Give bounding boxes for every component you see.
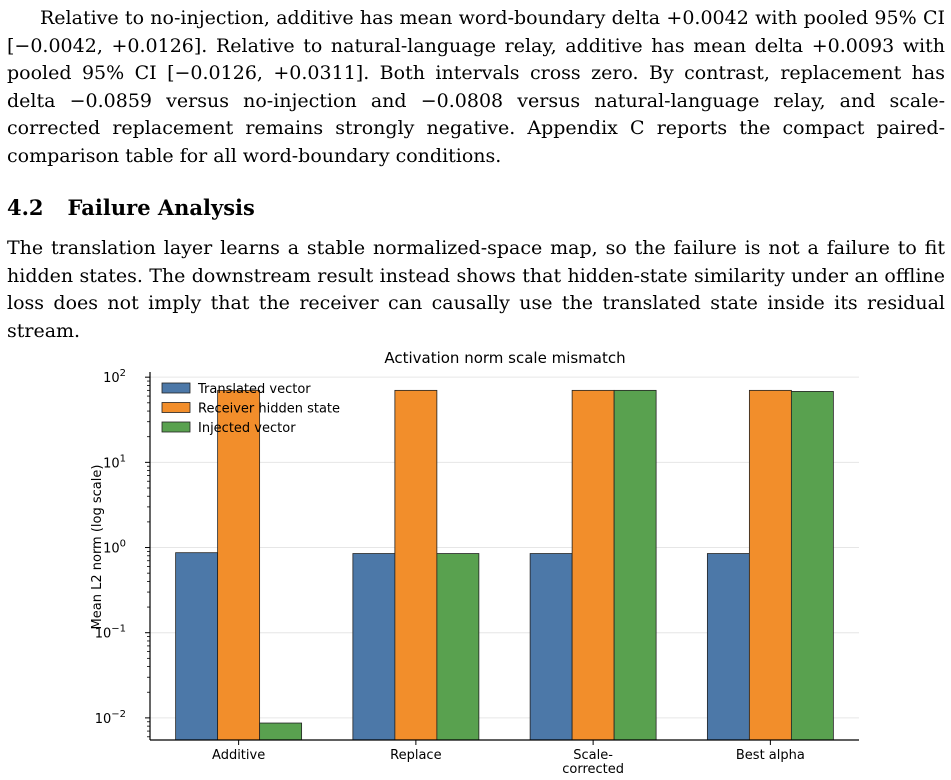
bar-translated-vector [707,554,749,740]
bar-receiver-hidden-state [395,390,437,740]
y-tick-label: $10^1$ [103,453,126,472]
legend-swatch [162,403,190,413]
legend-label: Translated vector [198,382,311,397]
x-tick-label: Replace [390,748,442,763]
bar-injected-vector [791,391,833,740]
bar-injected-vector [437,554,479,740]
y-tick-label: $10^2$ [103,368,126,387]
section-number: 4.2 [7,195,44,220]
bar-translated-vector [530,554,572,740]
bar-receiver-hidden-state [218,390,260,740]
x-tick-label: Best alpha [735,748,805,763]
legend-label: Injected vector [198,421,296,436]
x-tick-label: Additive [212,748,266,763]
y-tick-label: $10^{-2}$ [94,708,126,727]
x-tick-label: Scale- [573,748,613,763]
bar-receiver-hidden-state [749,390,791,740]
bars [176,390,834,740]
bar-receiver-hidden-state [572,390,614,740]
body-paragraph-failure-analysis: The translation layer learns a stable normalized-space map, so the failure is not a failure to fit hidden states. The downstream result instead shows that hidden-state similarity under an offline loss does not imply that the receiver can causally use the translated state inside its residual stream. [7,237,945,342]
section-title: Failure Analysis [67,195,255,220]
x-tick-label: corrected [562,762,625,777]
legend-swatch [162,383,190,393]
y-tick-label: $10^0$ [103,538,126,557]
legend-swatch [162,422,190,432]
bar-translated-vector [353,554,395,740]
body-paragraph-results: Relative to no-injection, additive has mean word-boundary delta +0.0042 with pooled 95% CI [−0.0042, +0.0126]. Relative to natural-language relay, additive has mean delta +0.0093 with pooled 95% CI [−0.0126, +0.0311]. Both intervals cross zero. By contrast, replacement has delta −0.0859 versus no-injection and −0.0808 versus natural-language relay, and scale-corrected replacement remains strongly negative. Appendix C reports the compact paired-comparison table for all word-boundary conditions. [7,7,945,167]
chart-title: Activation norm scale mismatch [384,349,626,367]
legend [162,382,340,436]
bar-translated-vector [176,553,218,740]
y-tick-label: $10^{-1}$ [94,623,126,642]
bar-injected-vector [260,723,302,740]
bar-injected-vector [614,390,656,740]
legend-label: Receiver hidden state [198,401,341,417]
y-axis-label: Mean L2 norm (log scale) [90,464,105,630]
